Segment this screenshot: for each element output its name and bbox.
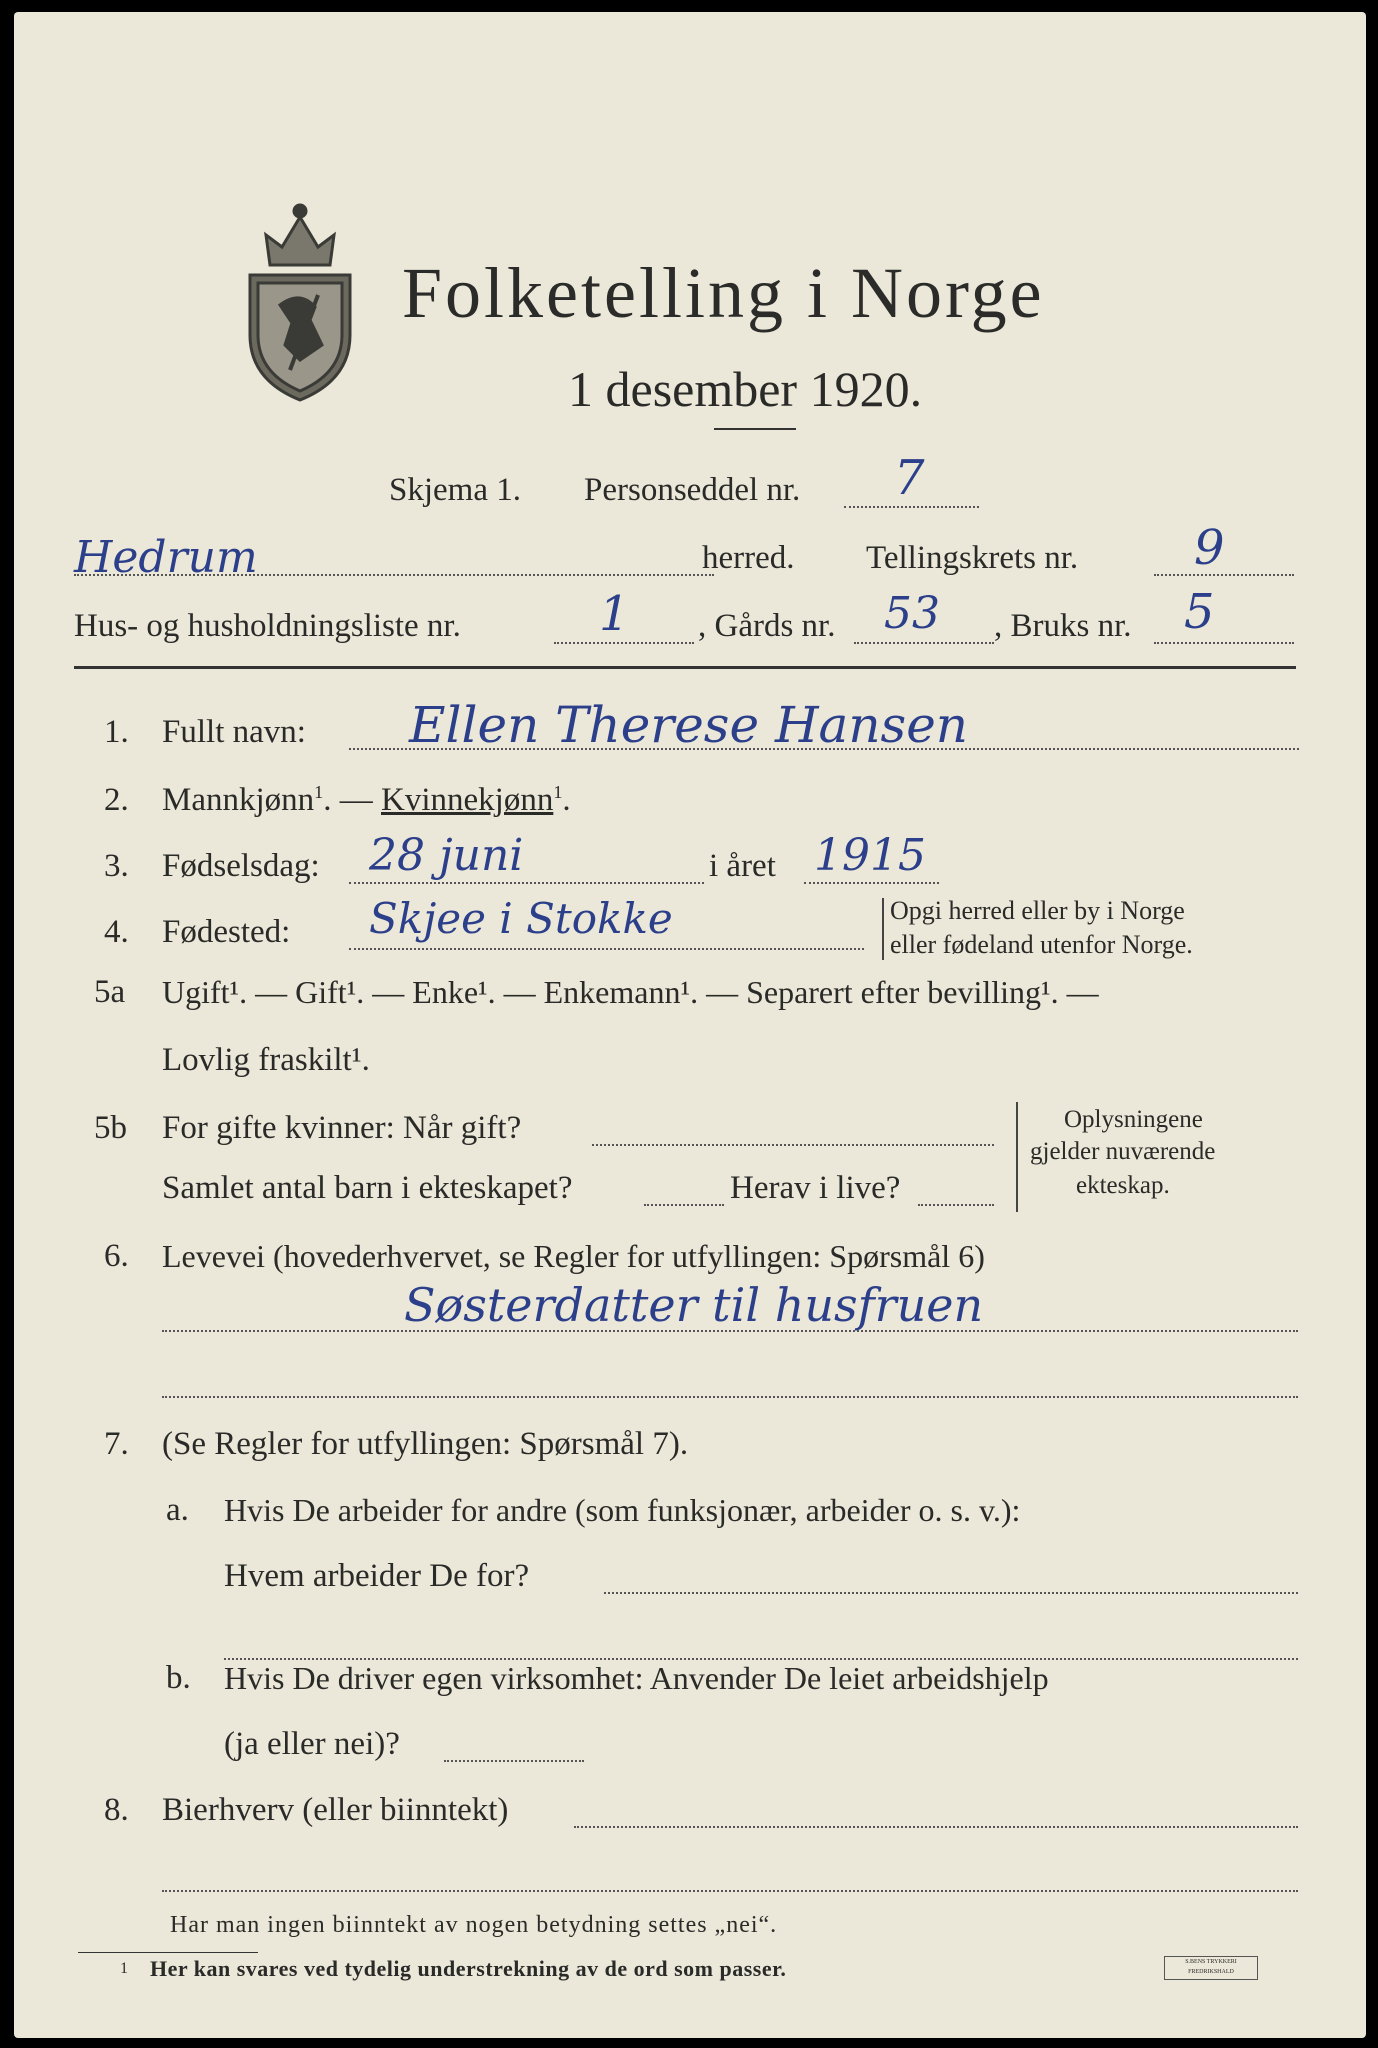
footer-note: Har man ingen biinntekt av nogen betydning settes „nei“. [170, 1912, 778, 1938]
tellingskrets-label: Tellingskrets nr. [866, 540, 1079, 576]
gards-value: 53 [884, 588, 940, 639]
header-rule [74, 666, 1296, 669]
skjema-label: Skjema 1. [389, 472, 521, 508]
q8-number: 8. [104, 1792, 129, 1828]
q5b-number: 5b [94, 1110, 127, 1146]
q8-line-2 [162, 1890, 1298, 1892]
herred-label: herred. [702, 540, 795, 576]
q8-label: Bierhverv (eller biinntekt) [162, 1792, 509, 1828]
gards-label: , Gårds nr. [698, 608, 836, 644]
q6-label: Levevei (hovederhvervet, se Regler for utfyllingen: Spørsmål 6) [162, 1238, 985, 1274]
herred-value: Hedrum [74, 532, 258, 583]
q4-number: 4. [104, 914, 129, 950]
q4-label: Fødested: [162, 914, 291, 950]
q3-label: Fødselsdag: [162, 848, 320, 884]
q7-number: 7. [104, 1426, 129, 1462]
q7a-text: Hvis De arbeider for andre (som funksjonær, arbeider o. s. v.): [224, 1492, 1021, 1528]
q3-value: 28 juni [369, 830, 524, 881]
q2-number: 2. [104, 782, 129, 818]
q1-value: Ellen Therese Hansen [409, 696, 969, 754]
q7b-text2: (ja eller nei)? [224, 1726, 400, 1762]
q6-line-2 [162, 1396, 1298, 1398]
q5b-when-line [592, 1144, 994, 1146]
bruks-label: , Bruks nr. [994, 608, 1132, 644]
q4-brace [882, 898, 884, 960]
q7b-text: Hvis De driver egen virksomhet: Anvender De leiet arbeidshjelp [224, 1660, 1049, 1696]
q5a-text: Ugift¹. — Gift¹. — Enke¹. — Enkemann¹. — Separert efter bevilling¹. — [162, 974, 1099, 1010]
q6-line-1 [162, 1330, 1298, 1332]
printer-stamp [1164, 1956, 1258, 1980]
coat-of-arms-icon [230, 195, 370, 405]
q5b-children-line [644, 1204, 724, 1206]
q7-label: (Se Regler for utfyllingen: Spørsmål 7). [162, 1426, 689, 1462]
q3-year-value: 1915 [814, 830, 926, 881]
footnote-mark: 1 [120, 1960, 128, 1977]
bruks-line [1154, 642, 1294, 644]
census-form [14, 12, 1366, 2038]
q4-note-2: eller fødeland utenfor Norge. [890, 930, 1193, 959]
q5b-note-3: ekteskap. [1076, 1172, 1170, 1199]
printer-stamp-text: S.BENS TRYKKERI FREDRIKSHALD [1185, 1959, 1237, 1975]
gards-line [854, 642, 994, 644]
personseddel-value: 7 [894, 450, 925, 506]
footnote-rule [78, 1952, 258, 1953]
q4-line [349, 948, 864, 950]
q2-options: Mannkjønn$^1$. — Kvinnekjønn$^1$. [162, 782, 571, 818]
q2-separator: . — [323, 782, 381, 818]
husliste-label: Hus- og husholdningsliste nr. [74, 608, 461, 644]
q1-label: Fullt navn: [162, 714, 306, 750]
q1-number: 1. [104, 714, 129, 750]
title-divider [714, 428, 796, 430]
q2-male: Mannkjønn [162, 782, 315, 818]
page-title: Folketelling i Norge [402, 253, 1045, 333]
q4-note-1: Opgi herred eller by i Norge [890, 896, 1185, 925]
q5a-number: 5a [94, 974, 126, 1010]
q5b-note-1: Oplysningene [1064, 1106, 1203, 1133]
q7b-line [444, 1760, 584, 1762]
q5b-label1: For gifte kvinner: Når gift? [162, 1110, 522, 1146]
footnote-text: Her kan svares ved tydelig understrekning av de ord som passer. [150, 1956, 787, 1981]
q5a-text2: Lovlig fraskilt¹. [162, 1042, 370, 1078]
q6-number: 6. [104, 1238, 129, 1274]
q2-female: Kvinnekjønn [381, 782, 554, 818]
q3-line [349, 882, 704, 884]
q5b-note-2: gjelder nuværende [1030, 1138, 1216, 1165]
tellingskrets-value: 9 [1194, 520, 1225, 576]
q6-value: Søsterdatter til husfruen [404, 1278, 984, 1332]
herred-line [74, 574, 714, 576]
q7b-letter: b. [166, 1660, 191, 1696]
q8-line-1 [574, 1826, 1298, 1828]
personseddel-line [844, 506, 979, 508]
q3-year-line [804, 882, 939, 884]
q5b-label2: Samlet antal barn i ekteskapet? [162, 1170, 573, 1206]
census-date: 1 desember 1920. [568, 361, 923, 417]
personseddel-label: Personseddel nr. [584, 472, 801, 508]
q5b-label3: Herav i live? [730, 1170, 901, 1206]
q4-value: Skjee i Stokke [369, 894, 673, 943]
q3-year-label: i året [709, 848, 776, 884]
q3-number: 3. [104, 848, 129, 884]
q7a-line-1 [604, 1592, 1298, 1594]
q5b-alive-line [918, 1204, 994, 1206]
q7a-text2: Hvem arbeider De for? [224, 1558, 530, 1594]
q7a-letter: a. [166, 1492, 189, 1528]
husliste-line [554, 642, 694, 644]
q5b-brace [1016, 1102, 1018, 1212]
husliste-value: 1 [599, 586, 630, 642]
bruks-value: 5 [1184, 584, 1215, 640]
